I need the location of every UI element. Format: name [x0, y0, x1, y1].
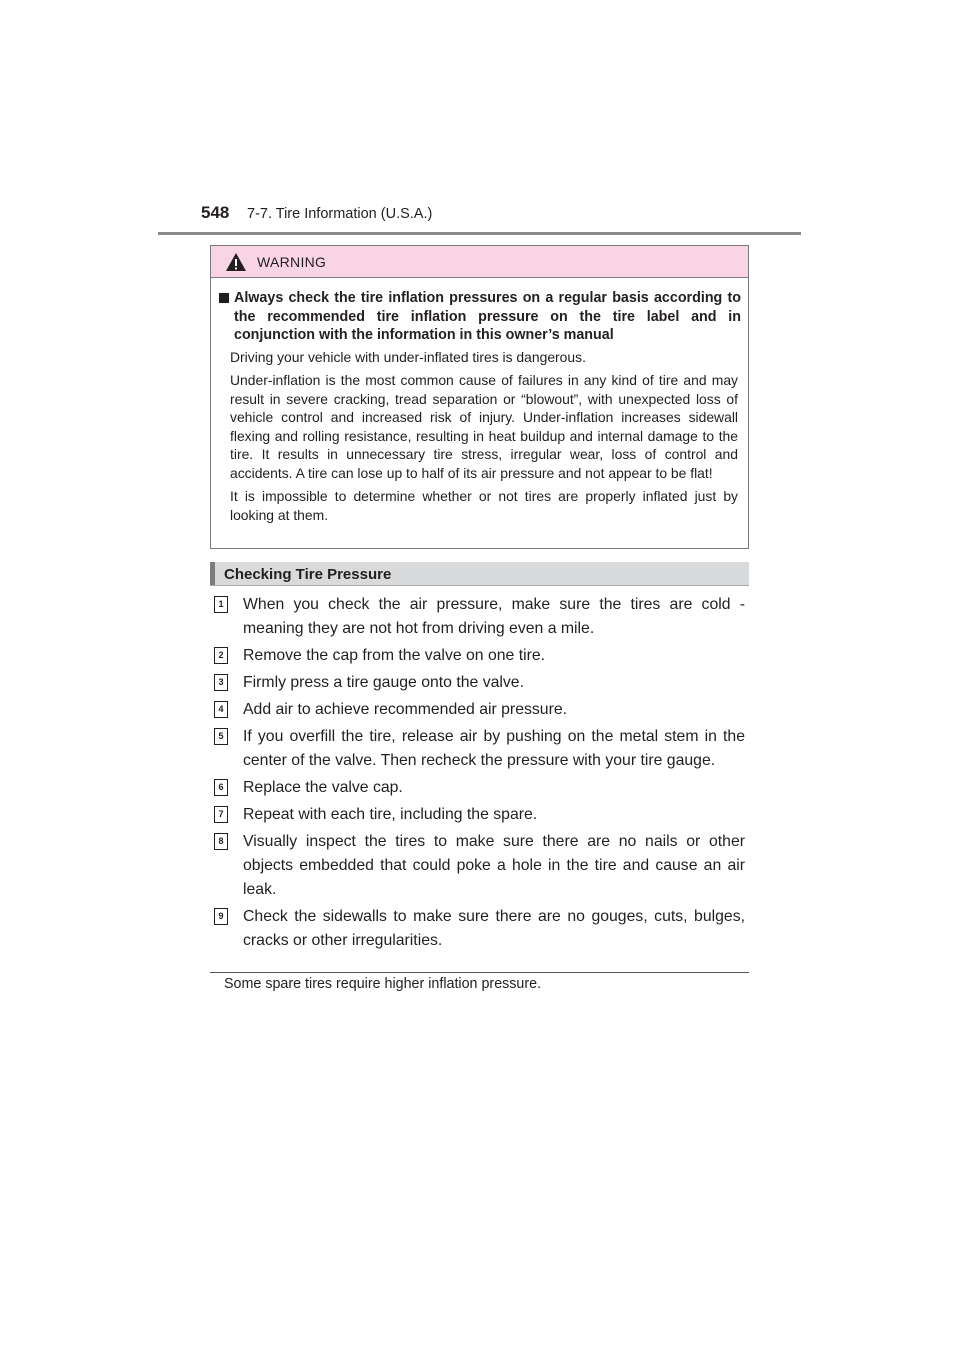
- step-item: [214, 803, 745, 827]
- warning-heading-text: Always check the tire inflation pressures on a regular basis according to the recommended tire inflation pressure on the tire label and in conjunction with the information in this owner’s manual: [234, 290, 741, 343]
- warning-heading: [219, 289, 741, 345]
- section-heading-bar: [210, 562, 749, 586]
- steps-list: [214, 593, 745, 956]
- section-heading: Checking Tire Pressure: [224, 566, 392, 583]
- footnote-divider: [210, 972, 749, 973]
- step-text: Add air to achieve recommended air pressure.: [243, 701, 567, 718]
- section-accent: [210, 562, 215, 585]
- warning-paragraph: It is impossible to determine whether or not tires are properly inflated just by looking at them.: [230, 488, 738, 523]
- step-text: Remove the cap from the valve on one tire.: [243, 647, 546, 664]
- step-item: [214, 644, 745, 668]
- step-text: If you overfill the tire, release air by pushing on the metal stem in the center of the valve. Then recheck the pressure with your tire gauge.: [243, 728, 745, 769]
- step-number-badge: 2: [214, 647, 228, 664]
- page-header: [0, 0, 960, 240]
- warning-title: WARNING: [257, 254, 327, 270]
- step-item: [214, 905, 745, 953]
- step-item: [214, 830, 745, 902]
- step-text: Check the sidewalls to make sure there are no gouges, cuts, bulges, cracks or other irregularities.: [243, 908, 745, 949]
- step-number-badge: 4: [214, 701, 228, 718]
- warning-paragraph: Driving your vehicle with under-inflated tires is dangerous.: [230, 348, 586, 365]
- page-number: 548: [201, 203, 230, 222]
- step-item: [214, 725, 745, 773]
- step-number-badge: 9: [214, 908, 228, 925]
- step-number-badge: 7: [214, 806, 228, 823]
- step-item: [214, 671, 745, 695]
- step-number-badge: 8: [214, 833, 228, 850]
- footnote: Some spare tires require higher inflation pressure.: [224, 976, 542, 992]
- step-text: Visually inspect the tires to make sure there are no nails or other objects embedded that could poke a hole in the tire and cause an air leak.: [243, 833, 745, 898]
- step-item: [214, 776, 745, 800]
- step-number-badge: 1: [214, 596, 228, 613]
- warning-box: [210, 245, 749, 549]
- step-number-badge: 5: [214, 728, 228, 745]
- step-item: [214, 698, 745, 722]
- warning-triangle-icon: [225, 252, 247, 272]
- step-number-badge: 3: [214, 674, 228, 691]
- warning-body: [211, 278, 748, 524]
- step-text: Firmly press a tire gauge onto the valve.: [243, 674, 524, 691]
- step-text: Repeat with each tire, including the spare.: [243, 806, 538, 823]
- header-divider: [158, 232, 801, 235]
- step-item: [214, 593, 745, 641]
- warning-header: [211, 246, 748, 278]
- step-text: When you check the air pressure, make sure the tires are cold - meaning they are not hot from driving even a mile.: [243, 596, 745, 637]
- step-text: Replace the valve cap.: [243, 779, 403, 796]
- bullet-square-icon: [219, 293, 229, 303]
- chapter-title: 7-7. Tire Information (U.S.A.): [247, 206, 433, 222]
- warning-paragraph: Under-inflation is the most common cause of failures in any kind of tire and may result in severe cracking, tread separation or “blowout”, with unexpected loss of vehicle control and increased risk of injury. Under-inflation increases sidewall flexing and rolling resistance, resulting in heat buildup and internal damage to the tire. It results in unnecessary tire stress, irregular wear, loss of control and accidents. A tire can lose up to half of its air pressure and not appear to be flat!: [230, 372, 738, 481]
- step-number-badge: 6: [214, 779, 228, 796]
